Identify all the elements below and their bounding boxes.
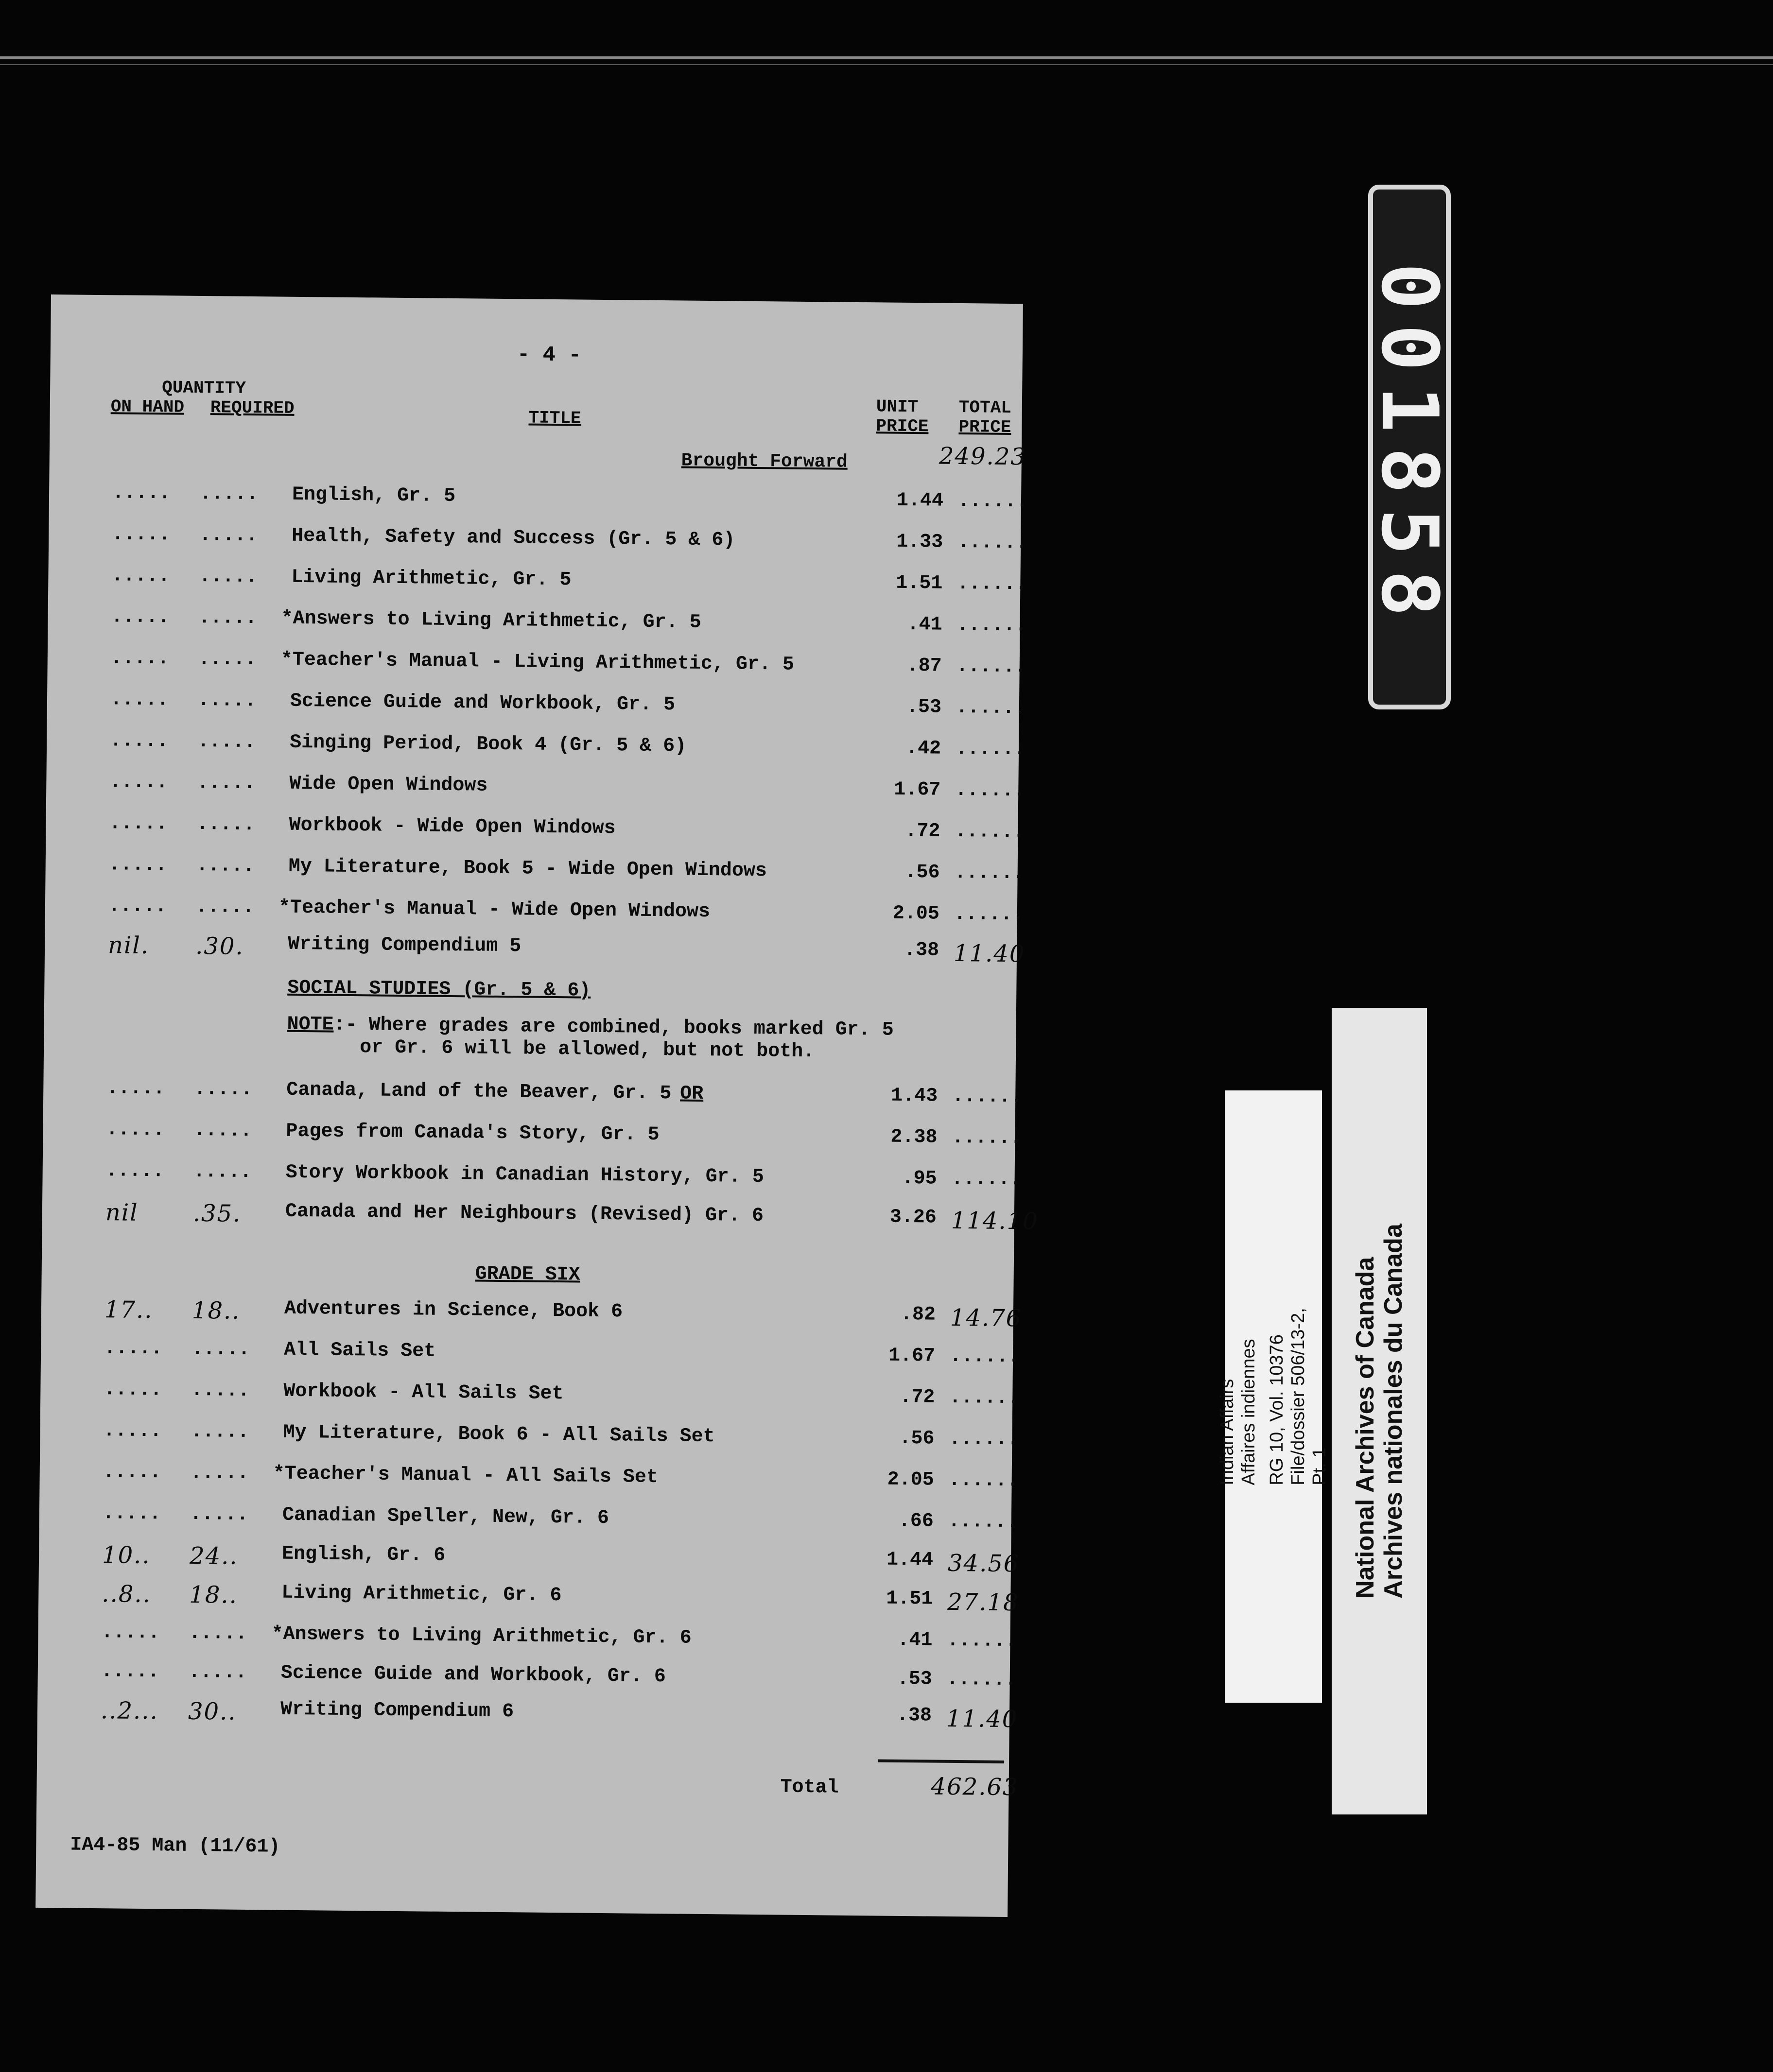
total-price-cell: ...... (954, 903, 1025, 926)
note-line-1: :- Where grades are combined, books marked Gr. 5 (333, 1014, 894, 1041)
unit-price-cell: .41 (897, 1629, 933, 1652)
total-price-cell: 114.10 (951, 1207, 1039, 1235)
unit-price-cell: .87 (906, 655, 942, 677)
required-cell: ..... (191, 1420, 249, 1444)
total-price-cell: ...... (954, 862, 1025, 885)
table-row (41, 1337, 1020, 1380)
required-cell: 18.. (191, 1296, 241, 1325)
required-cell: 30.. (188, 1697, 237, 1726)
social-studies-heading: SOCIAL STUDIES (Gr. 5 & 6) (287, 977, 591, 1002)
nac-line-1: National Archives of Canada (1351, 1257, 1379, 1599)
total-price-cell: ...... (949, 1428, 1019, 1451)
label-line-3: RG 10, Vol. 10376 (1267, 1334, 1287, 1485)
required-cell: ..... (197, 772, 256, 795)
table-row (43, 1118, 1022, 1161)
required-cell: ..... (188, 1661, 247, 1684)
required-cell: ..... (199, 565, 258, 588)
title-cell: Writing Compendium 6 (280, 1698, 514, 1723)
on-hand-cell: ..... (110, 647, 170, 670)
title-cell: Science Guide and Workbook, Gr. 6 (280, 1662, 666, 1688)
title-cell: English, Gr. 6 (281, 1543, 446, 1567)
required-cell: ..... (196, 854, 255, 878)
label-line-2: Affaires indiennes (1238, 1339, 1259, 1485)
on-hand-cell: ..... (102, 1502, 161, 1525)
unit-price-cell: 3.26 (889, 1206, 937, 1229)
required-cell: ..... (195, 896, 255, 919)
title-cell: Living Arithmetic, Gr. 6 (281, 1582, 562, 1607)
title-cell: Singing Period, Book 4 (Gr. 5 & 6) (289, 731, 687, 758)
required-cell: ..... (197, 730, 256, 754)
on-hand-cell: ..... (103, 1461, 161, 1484)
unit-price-cell: .72 (905, 820, 940, 843)
total-price-cell: 27.18 (947, 1588, 1019, 1617)
on-hand-cell: ..... (108, 895, 167, 918)
required-cell: ..... (190, 1503, 249, 1526)
total-price-cell: 11.40 (953, 939, 1026, 968)
unit-price-cell: 1.67 (894, 778, 941, 801)
unit-price-header: PRICE (876, 416, 929, 437)
table-row (46, 771, 1026, 814)
required-cell: .35. (192, 1199, 242, 1227)
required-cell: .30. (195, 932, 244, 960)
form-number: IA4-85 Man (11/61) (70, 1834, 280, 1858)
on-hand-cell: ..... (104, 1379, 162, 1401)
required-cell: ..... (198, 648, 257, 671)
on-hand-cell: ..... (109, 812, 168, 835)
on-hand-cell: ..... (101, 1660, 160, 1683)
table-row (48, 564, 1027, 607)
title-cell: All Sails Set (283, 1339, 436, 1363)
total-label: Total (780, 1776, 839, 1799)
on-hand-cell: ..... (111, 606, 170, 629)
on-hand-cell: ..... (106, 1077, 165, 1100)
table-row (46, 812, 1025, 855)
title-cell: Health, Safety and Success (Gr. 5 & 6) (292, 525, 735, 552)
note-block (287, 1014, 894, 1064)
grade-six-heading: GRADE SIX (475, 1263, 580, 1286)
title-cell: Pages from Canada's Story, Gr. 5 (286, 1120, 660, 1146)
brought-forward-label: Brought Forward (681, 450, 848, 473)
total-price-cell: ...... (956, 696, 1026, 720)
table-row (49, 523, 1028, 566)
required-cell: ..... (190, 1462, 249, 1485)
total-header: TOTAL (958, 397, 1012, 418)
total-price-cell: ...... (948, 1469, 1019, 1492)
unit-price-cell: 1.51 (886, 1588, 933, 1610)
unit-price-cell: 2.05 (887, 1468, 934, 1491)
unit-price-cell: .38 (896, 1704, 932, 1727)
unit-price-cell: .53 (897, 1668, 932, 1691)
total-price-cell: ...... (955, 779, 1026, 802)
title-cell: Adventures in Science, Book 6 (284, 1297, 623, 1323)
on-hand-cell: ..... (109, 771, 168, 794)
total-price-cell: ...... (957, 531, 1028, 554)
unit-price-cell: 2.38 (890, 1126, 938, 1149)
total-price-cell: ...... (957, 572, 1027, 596)
on-hand-cell: ..... (110, 689, 169, 711)
required-cell: ..... (196, 813, 255, 836)
unit-price-cell: .82 (900, 1303, 936, 1326)
required-cell: ..... (194, 1078, 253, 1101)
table-row (47, 647, 1026, 690)
title-cell: *Teacher's Manual - All Sails Set (273, 1463, 659, 1489)
title-cell: Workbook - Wide Open Windows (289, 814, 616, 840)
on-hand-cell: ..... (109, 730, 169, 753)
unit-header: UNIT (876, 397, 919, 417)
table-row (42, 1159, 1022, 1203)
on-hand-cell: ..... (103, 1420, 162, 1443)
total-price-cell: 11.40 (946, 1705, 1018, 1733)
title-cell: My Literature, Book 6 - All Sails Set (283, 1421, 715, 1448)
unit-price-cell: 2.05 (892, 902, 940, 925)
table-row (42, 1198, 1039, 1242)
unit-price-cell: .66 (898, 1510, 934, 1533)
table-row (40, 1419, 1019, 1463)
unit-price-cell: .95 (902, 1167, 937, 1190)
unit-price-cell: .72 (900, 1386, 935, 1409)
national-archives-label (1332, 1008, 1427, 1814)
total-price-cell: ...... (952, 1085, 1023, 1108)
on-hand-cell: ..... (112, 523, 171, 546)
title-header: TITLE (528, 408, 581, 429)
note-label: NOTE (287, 1013, 334, 1036)
on-hand-cell: ..... (106, 1119, 165, 1141)
label-line-4: File/dossier 506/13-2, (1288, 1308, 1308, 1485)
title-cell: Living Arithmetic, Gr. 5 (291, 566, 572, 591)
label-line-1: Indian Affairs (1217, 1379, 1237, 1485)
required-header: REQUIRED (210, 397, 295, 418)
table-row (41, 1295, 1022, 1339)
on-hand-cell: nil. (107, 932, 150, 959)
unit-price-cell: .53 (906, 696, 942, 719)
on-hand-cell: ..... (104, 1337, 163, 1360)
total-price-header: PRICE (958, 416, 1011, 437)
archive-frame-stamp (1364, 185, 1455, 709)
or-marker: OR (680, 1083, 704, 1105)
nac-line-2: Archives nationales du Canada (1379, 1224, 1408, 1599)
total-price-cell: ...... (955, 738, 1026, 761)
total-price-cell: ...... (951, 1168, 1022, 1191)
table-row (39, 1461, 1019, 1504)
title-cell: Science Guide and Workbook, Gr. 5 (290, 690, 676, 716)
title-cell: Workbook - All Sails Set (283, 1380, 564, 1405)
unit-price-cell: 1.67 (888, 1345, 936, 1367)
total-price-cell: ...... (956, 655, 1026, 678)
table-row (47, 729, 1026, 773)
brought-forward-value: 249.23 (939, 442, 1027, 471)
table-row (37, 1660, 1017, 1703)
title-cell: Story Workbook in Canadian History, Gr. 5 (285, 1161, 765, 1189)
table-row (45, 931, 1026, 974)
title-cell: English, Gr. 5 (292, 483, 456, 508)
title-cell: Canada, Land of the Beaver, Gr. 5 (286, 1079, 672, 1105)
unit-price-cell: 1.33 (896, 531, 943, 553)
table-row (45, 895, 1025, 938)
on-hand-cell: nil (105, 1199, 139, 1226)
total-price-cell: ...... (948, 1510, 1019, 1534)
on-hand-cell: 17.. (104, 1296, 153, 1324)
required-cell: 18.. (189, 1581, 238, 1609)
total-price-cell: ...... (946, 1668, 1017, 1692)
on-hand-cell: ..... (111, 565, 170, 587)
quantity-header: QUANTITY (161, 378, 246, 398)
required-cell: ..... (193, 1160, 252, 1184)
required-cell: ..... (199, 524, 258, 547)
required-cell: ..... (191, 1338, 250, 1361)
table-row (43, 1077, 1023, 1120)
total-row (36, 1769, 1019, 1813)
table-row (40, 1378, 1020, 1421)
total-price-cell: 34.56 (947, 1549, 1020, 1578)
total-price-cell: ...... (947, 1629, 1017, 1653)
note-line-2: or Gr. 6 will be allowed, but not both. (359, 1036, 815, 1063)
title-cell: My Literature, Book 5 - Wide Open Windows (288, 855, 767, 882)
on-hand-header: ON HAND (110, 397, 185, 417)
unit-price-cell: .41 (907, 613, 942, 636)
unit-price-cell: .56 (899, 1427, 935, 1450)
archive-reference-label (1217, 1090, 1330, 1703)
title-cell: *Teacher's Manual - Wide Open Windows (278, 897, 711, 923)
table-row (49, 482, 1028, 525)
table-row (38, 1621, 1017, 1664)
stamp-number: 001858 (1364, 263, 1455, 631)
total-price-cell: 14.76 (950, 1304, 1022, 1332)
title-cell: *Teacher's Manual - Living Arithmetic, Gr. 5 (280, 649, 795, 676)
title-cell: *Answers to Living Arithmetic, Gr. 5 (281, 607, 701, 634)
required-cell: ..... (193, 1119, 252, 1142)
total-value: 462.63 (931, 1773, 1019, 1801)
on-hand-cell: ..8.. (102, 1580, 152, 1608)
on-hand-cell: ..2... (100, 1697, 159, 1725)
film-edge-line-secondary (0, 64, 1773, 65)
on-hand-cell: ..... (105, 1160, 164, 1183)
page-number: - 4 - (517, 343, 582, 368)
total-price-cell: ...... (952, 1126, 1022, 1150)
on-hand-cell: ..... (108, 854, 167, 877)
table-row (45, 853, 1025, 897)
total-price-cell: ...... (957, 490, 1028, 513)
title-cell: Canadian Speller, New, Gr. 6 (282, 1504, 609, 1530)
required-cell: ..... (191, 1379, 250, 1402)
table-row (48, 605, 1027, 649)
total-price-cell: ...... (949, 1345, 1020, 1368)
total-price-cell: ...... (949, 1386, 1020, 1410)
unit-price-cell: 1.44 (896, 489, 944, 512)
total-price-cell: ...... (955, 820, 1025, 844)
unit-price-cell: 1.44 (886, 1549, 934, 1571)
on-hand-cell: 10.. (102, 1541, 151, 1570)
required-cell: ..... (189, 1622, 247, 1645)
unit-price-cell: .56 (904, 861, 940, 884)
required-cell: 24.. (189, 1542, 238, 1570)
unit-price-cell: .42 (905, 737, 941, 760)
document-page (35, 294, 1039, 1917)
title-cell: Writing Compendium 5 (287, 933, 521, 958)
title-cell: *Answers to Living Arithmetic, Gr. 6 (271, 1623, 692, 1649)
required-cell: ..... (197, 689, 257, 712)
total-rule (878, 1759, 1004, 1763)
label-line-5: Pt. 1 (1309, 1447, 1330, 1485)
on-hand-cell: ..... (112, 482, 171, 505)
unit-price-cell: 1.43 (891, 1085, 938, 1107)
required-cell: ..... (199, 483, 259, 506)
table-row (39, 1502, 1019, 1545)
title-cell: Wide Open Windows (289, 773, 488, 797)
total-price-cell: ...... (956, 614, 1027, 637)
table-row (38, 1580, 1019, 1623)
table-row (37, 1696, 1018, 1740)
unit-price-cell: 1.51 (896, 572, 943, 595)
required-cell: ..... (198, 606, 257, 630)
film-edge-line (0, 56, 1773, 59)
table-row (47, 688, 1026, 731)
unit-price-cell: .38 (904, 939, 939, 962)
title-cell: Canada and Her Neighbours (Revised) Gr. 6 (285, 1200, 764, 1227)
table-row (39, 1541, 1020, 1584)
on-hand-cell: ..... (101, 1622, 160, 1644)
